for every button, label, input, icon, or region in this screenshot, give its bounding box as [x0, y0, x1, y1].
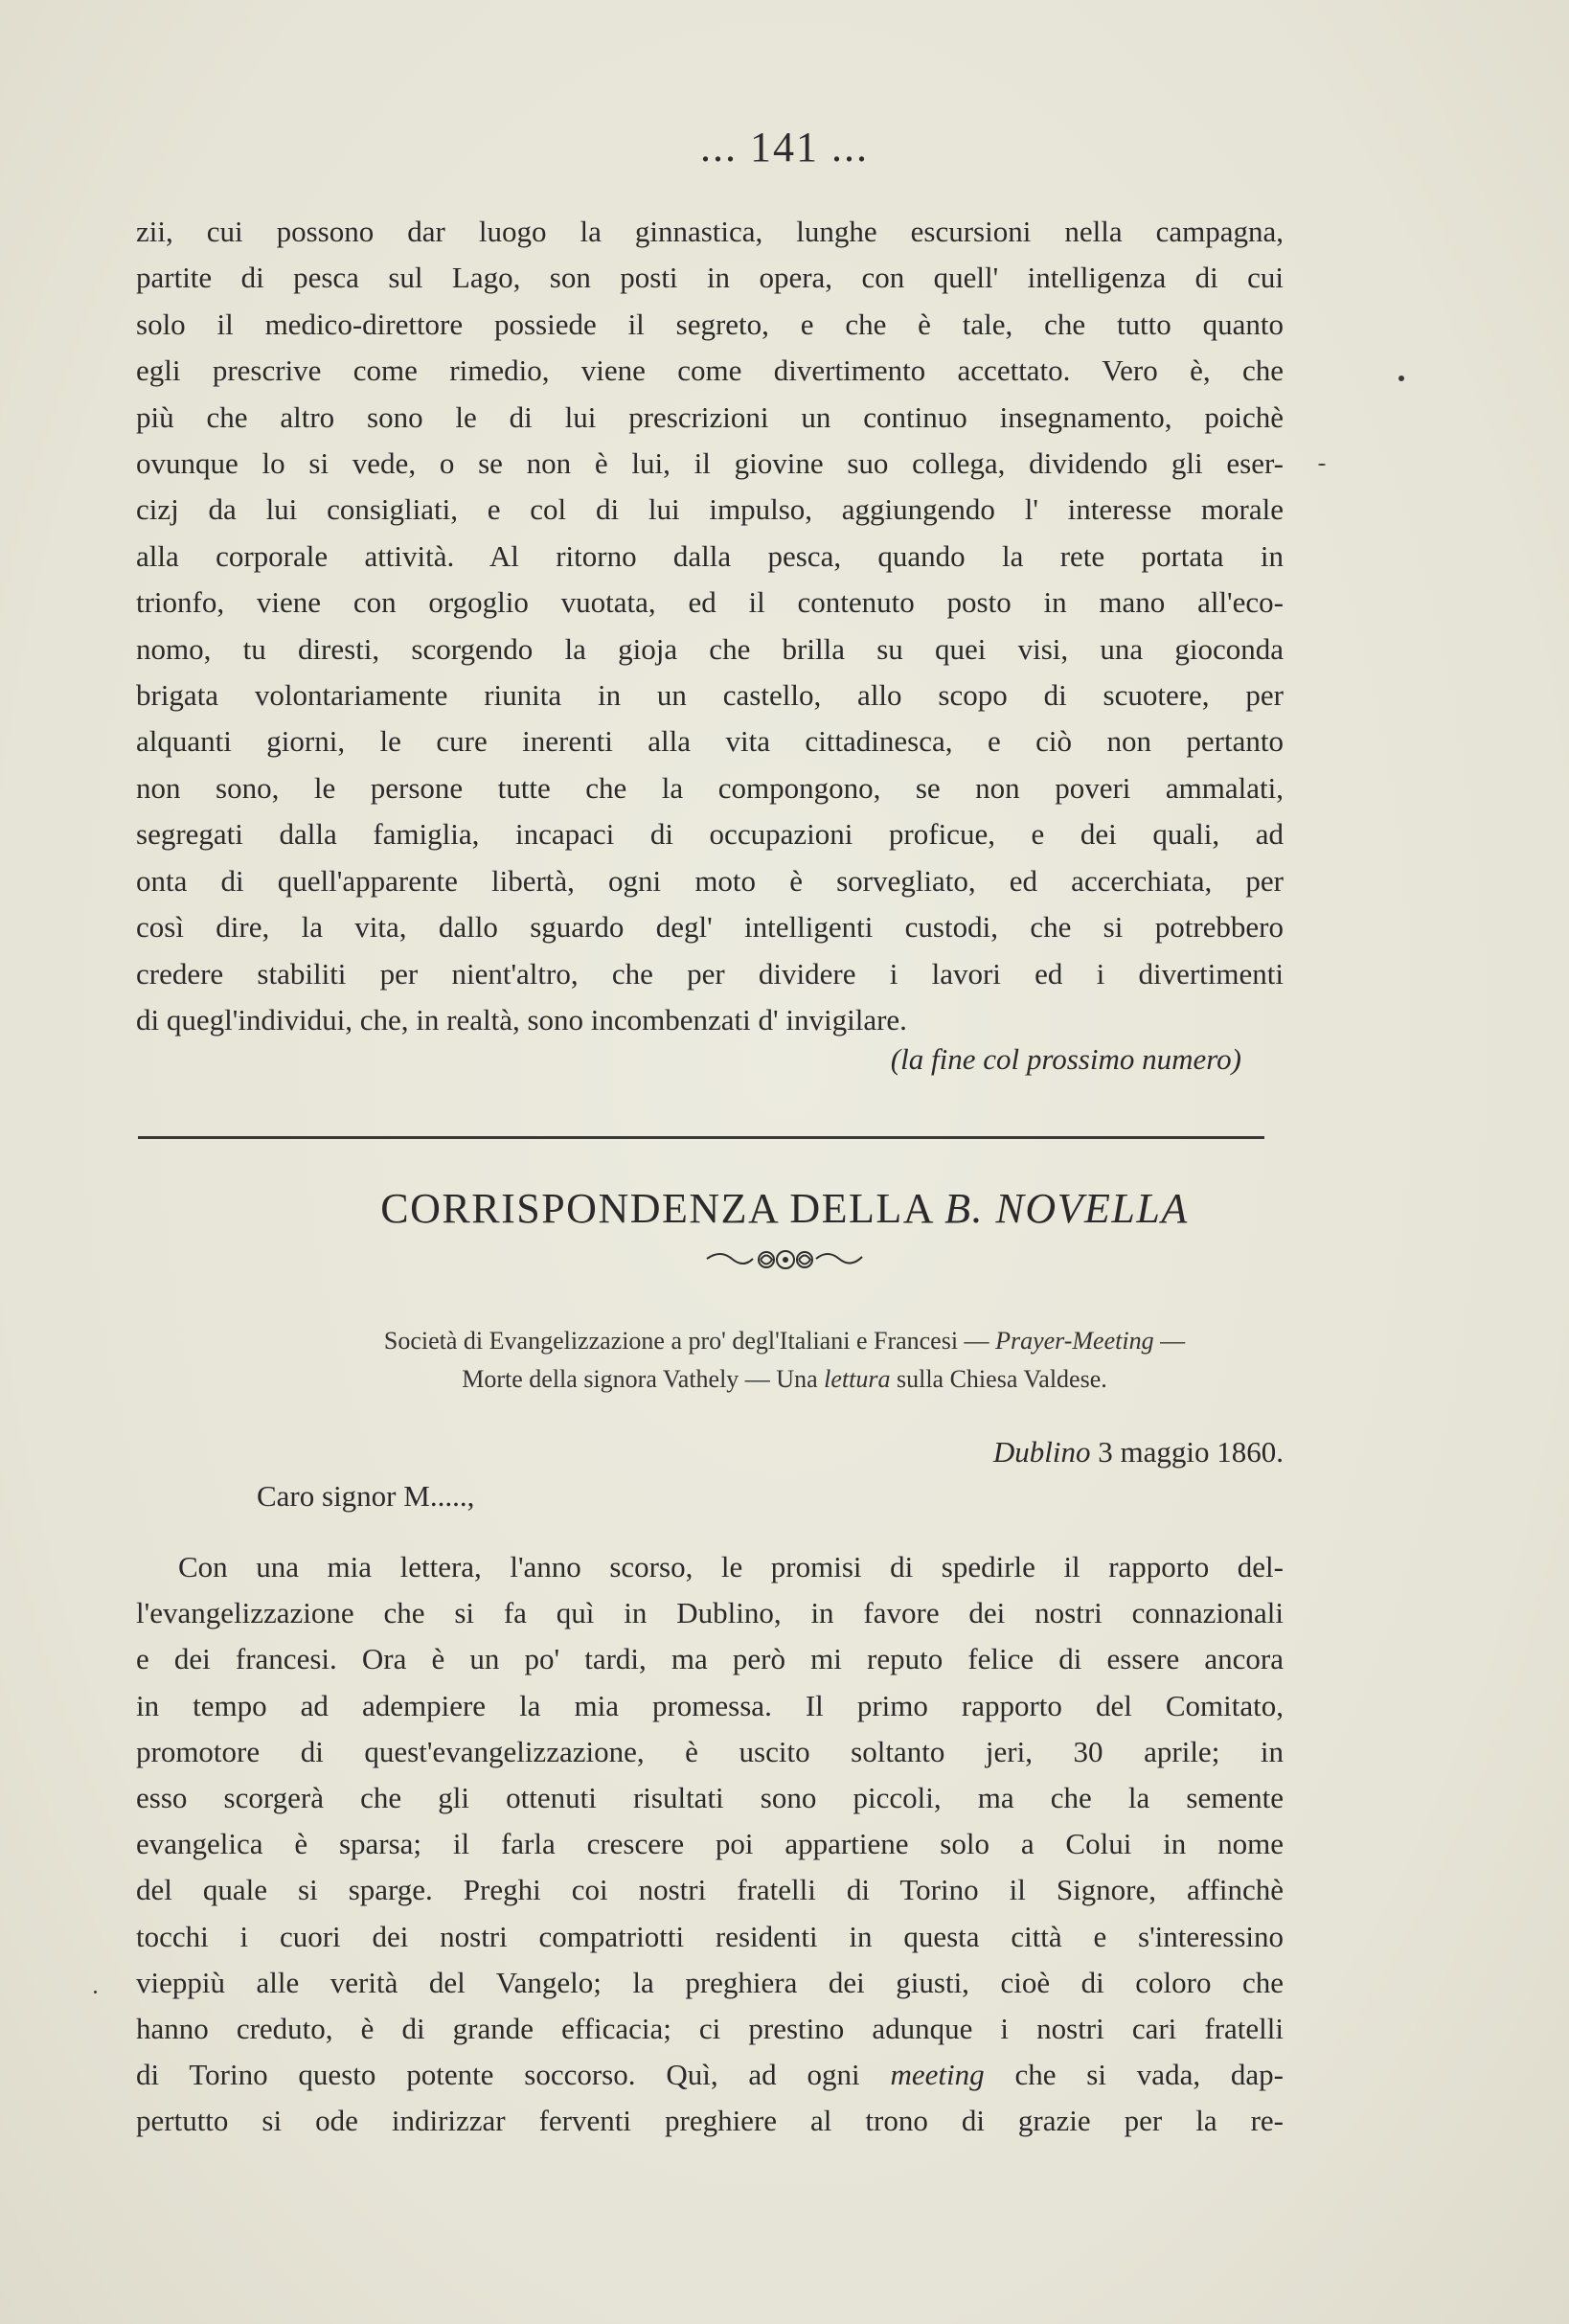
dateline-date: 3 maggio 1860. — [1090, 1435, 1284, 1469]
subtitle-italic: Prayer-Meeting — [995, 1327, 1154, 1355]
text-line: esso scorgerà che gli ottenuti risultati sono piccoli, ma che la semente — [136, 1781, 1284, 1815]
paper-speck — [1318, 464, 1326, 466]
text-line: credere stabiliti per nient'altro, che per dividere i lavori ed i divertimenti — [136, 956, 1284, 991]
text-line: tocchi i cuori dei nostri compatriotti residenti in questa città e s'interessino — [136, 1919, 1284, 1953]
section-title-main: CORRISPONDENZA DELLA — [380, 1185, 933, 1232]
text-line: promotore di quest'evangelizzazione, è uscito soltanto jeri, 30 aprile; in — [136, 1734, 1284, 1768]
section-subtitle — [0, 1322, 1569, 1399]
text-line: segregati dalla famiglia, incapaci di occupazioni proficue, e dei quali, ad — [136, 817, 1284, 852]
text-line: trionfo, viene con orgoglio vuotata, ed il contenuto posto in mano all'eco- — [136, 585, 1284, 620]
text-line: brigata volontariamente riunita in un castello, allo scopo di scuotere, per — [136, 678, 1284, 713]
page-number: ... 141 ... — [700, 124, 869, 171]
text-segment: di Torino questo potente soccorso. Quì, ad ogni — [136, 2058, 860, 2092]
text-line: evangelica è sparsa; il farla crescere poi appartiene solo a Colui in nome — [136, 1827, 1284, 1861]
section-title-italic: B. NOVELLA — [944, 1185, 1189, 1232]
section-divider — [138, 1136, 1264, 1139]
text-line: di quegl'individui, che, in realtà, sono incombenzati d' invigilare. — [136, 1002, 907, 1037]
text-line: onta di quell'apparente libertà, ogni moto è sorvegliato, ed accerchiata, per — [136, 863, 1284, 898]
text-line: in tempo ad adempiere la mia promessa. Il primo rapporto del Comitato, — [136, 1688, 1284, 1722]
text-line: più che altro sono le di lui prescrizioni un continuo insegnamento, poichè — [136, 399, 1284, 434]
letter-dateline — [993, 1435, 1284, 1470]
section-title — [0, 1184, 1569, 1233]
letter-salutation: Caro signor M....., — [257, 1479, 475, 1513]
paper-speck — [94, 1991, 97, 1994]
subtitle-line-2 — [0, 1360, 1569, 1399]
text-line: zii, cui possono dar luogo la ginnastica, lunghe escursioni nella campagna, — [136, 215, 1284, 248]
subtitle-text: Morte della signora Vathely — Una — [462, 1365, 825, 1393]
text-line: alla corporale attività. Al ritorno dalla pesca, quando la rete portata in — [136, 538, 1284, 573]
article-continuation — [136, 209, 1284, 1043]
text-segment: che si vada, dap- — [984, 2058, 1284, 2092]
subtitle-text: Società di Evangelizzazione a pro' degl'Italiani e Francesi — — [383, 1327, 989, 1355]
subtitle-italic: lettura — [824, 1365, 891, 1393]
subtitle-line-1 — [0, 1322, 1569, 1360]
text-line: del quale si sparge. Preghi coi nostri fratelli di Torino il Signore, affinchè — [136, 1873, 1284, 1907]
text-line: pertutto si ode indirizzar ferventi preghiere al trono di grazie per la re- — [136, 2104, 1284, 2138]
text-line: ovunque lo si vede, o se non è lui, il giovine suo collega, dividendo gli eser- — [136, 446, 1284, 481]
text-line: Con una mia lettera, l'anno scorso, le promisi di spedirle il rapporto del- — [178, 1550, 1284, 1584]
paper-speck — [1398, 376, 1404, 381]
dateline-place: Dublino — [992, 1435, 1091, 1469]
text-line: egli prescrive come rimedio, viene come divertimento accettato. Vero è, che — [136, 353, 1284, 388]
text-line: e dei francesi. Ora è un po' tardi, ma però mi reputo felice di essere ancora — [136, 1642, 1284, 1676]
text-line: hanno creduto, è di grande efficacia; ci prestino adunque i nostri cari fratelli — [136, 2012, 1284, 2046]
subtitle-text: — — [1153, 1327, 1186, 1355]
continuation-note: (la fine col prossimo numero) — [890, 1042, 1241, 1076]
text-line: partite di pesca sul Lago, son posti in opera, con quell' intelligenza di cui — [136, 261, 1284, 295]
text-line: cizj da lui consigliati, e col di lui impulso, aggiungendo l' interesse morale — [136, 492, 1284, 527]
text-line: l'evangelizzazione che si fa quì in Dublino, in favore dei nostri connazionali — [136, 1596, 1284, 1630]
text-line: così dire, la vita, dallo sguardo degl' intelligenti custodi, che si potrebbero — [136, 910, 1284, 945]
subtitle-text: sulla Chiesa Valdese. — [890, 1365, 1107, 1393]
text-line: non sono, le persone tutte che la compongono, se non poveri ammalati, — [136, 770, 1284, 805]
ornament-flourish-icon — [0, 1245, 1569, 1279]
text-line: vieppiù alle verità del Vangelo; la preghiera dei giusti, cioè di coloro che — [136, 1965, 1284, 1999]
letter-body — [136, 1544, 1284, 2145]
text-line: nomo, tu diresti, scorgendo la gioja che brilla su quei visi, una gioconda — [136, 631, 1284, 666]
text-line: alquanti giorni, le cure inerenti alla vita cittadinesca, e ciò non pertanto — [136, 724, 1284, 759]
text-italic: meeting — [890, 2058, 985, 2092]
text-line — [136, 2052, 1284, 2098]
text-line: solo il medico-direttore possiede il segreto, e che è tale, che tutto quanto — [136, 307, 1284, 341]
